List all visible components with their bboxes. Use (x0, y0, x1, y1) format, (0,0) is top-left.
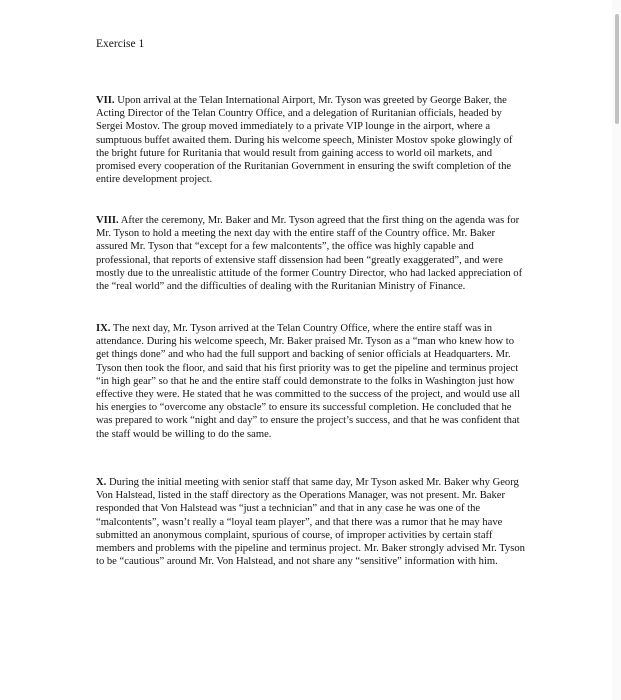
paragraph-viii (96, 214, 528, 293)
paragraph-vii (96, 94, 528, 186)
paragraph-x (96, 476, 528, 568)
paragraph-number: IX. (96, 323, 111, 334)
paragraph-text: The next day, Mr. Tyson arrived at the Telan Country Office, where the entire staff was in attendance. During his welcome speech, Mr. Baker praised Mr. Tyson as a “man who knew how to get things done” and who had the full support and backing of senior officials at Headquarters. Mr. Tyson then took the floor, and said that his first priority was to get the pipeline and terminus project “in high gear” so that he and the entire staff could demonstrate to the folks in Washington just how effective they were. He stated that he was committed to the success of the project, and would use all his energies to “overcome any obstacle” to ensure its successful completion. He concluded that he was prepared to work “night and day” to ensure the project’s success, and that he was confident that the staff would be willing to do the same. (96, 323, 520, 440)
paragraph-text: Upon arrival at the Telan International Airport, Mr. Tyson was greeted by George Baker, the Acting Director of the Telan Country Office, and a delegation of Ruritanian officials, headed by Sergei Mostov. The group moved immediately to a private VIP lounge in the airport, where a sumptuous buffet awaited them. During his welcome speech, Minister Mostov spoke glowingly of the bright future for Ruritania that would result from gaining access to world oil markets, and promised every cooperation of the Ruritanian Government in ensuring the swift completion of the entire development project. (96, 95, 513, 186)
paragraph-text: During the initial meeting with senior staff that same day, Mr Tyson asked Mr. Baker why Georg Von Halstead, listed in the staff directory as the Operations Manager, was not present. Mr. Baker responded that Von Halstead was “just a technician” and that in any case he was one of the “malcontents”, wasn’t really a “loyal team player”, and that there was a rumor that he may have submitted an anonymous complaint, spurious of course, of improper activities by certain staff members and problems with the pipeline and terminus project. Mr. Baker strongly advised Mr. Tyson to be “cautious” around Mr. Von Halstead, and not share any “sensitive” information with him. (96, 477, 525, 568)
scrollbar-thumb[interactable] (615, 14, 619, 124)
document-title: Exercise 1 (96, 38, 145, 50)
paragraph-number: X. (96, 477, 107, 488)
paragraph-ix (96, 322, 528, 441)
paragraph-number: VIII. (96, 215, 119, 226)
vertical-scrollbar[interactable] (612, 0, 621, 700)
paragraph-text: After the ceremony, Mr. Baker and Mr. Tyson agreed that the first thing on the agenda was for Mr. Tyson to hold a meeting the next day with the entire staff of the Country office. Mr. Baker assured Mr. Tyson that “except for a few malcontents”, the office was highly capable and professional, that reports of extensive staff dissension had been “greatly exaggerated”, and were mostly due to the unrealistic attitude of the former Country Director, who had lacked appreciation of the “real world” and the difficulties of dealing with the Ruritanian Ministry of Finance. (96, 215, 523, 293)
paragraph-number: VII. (96, 95, 115, 106)
